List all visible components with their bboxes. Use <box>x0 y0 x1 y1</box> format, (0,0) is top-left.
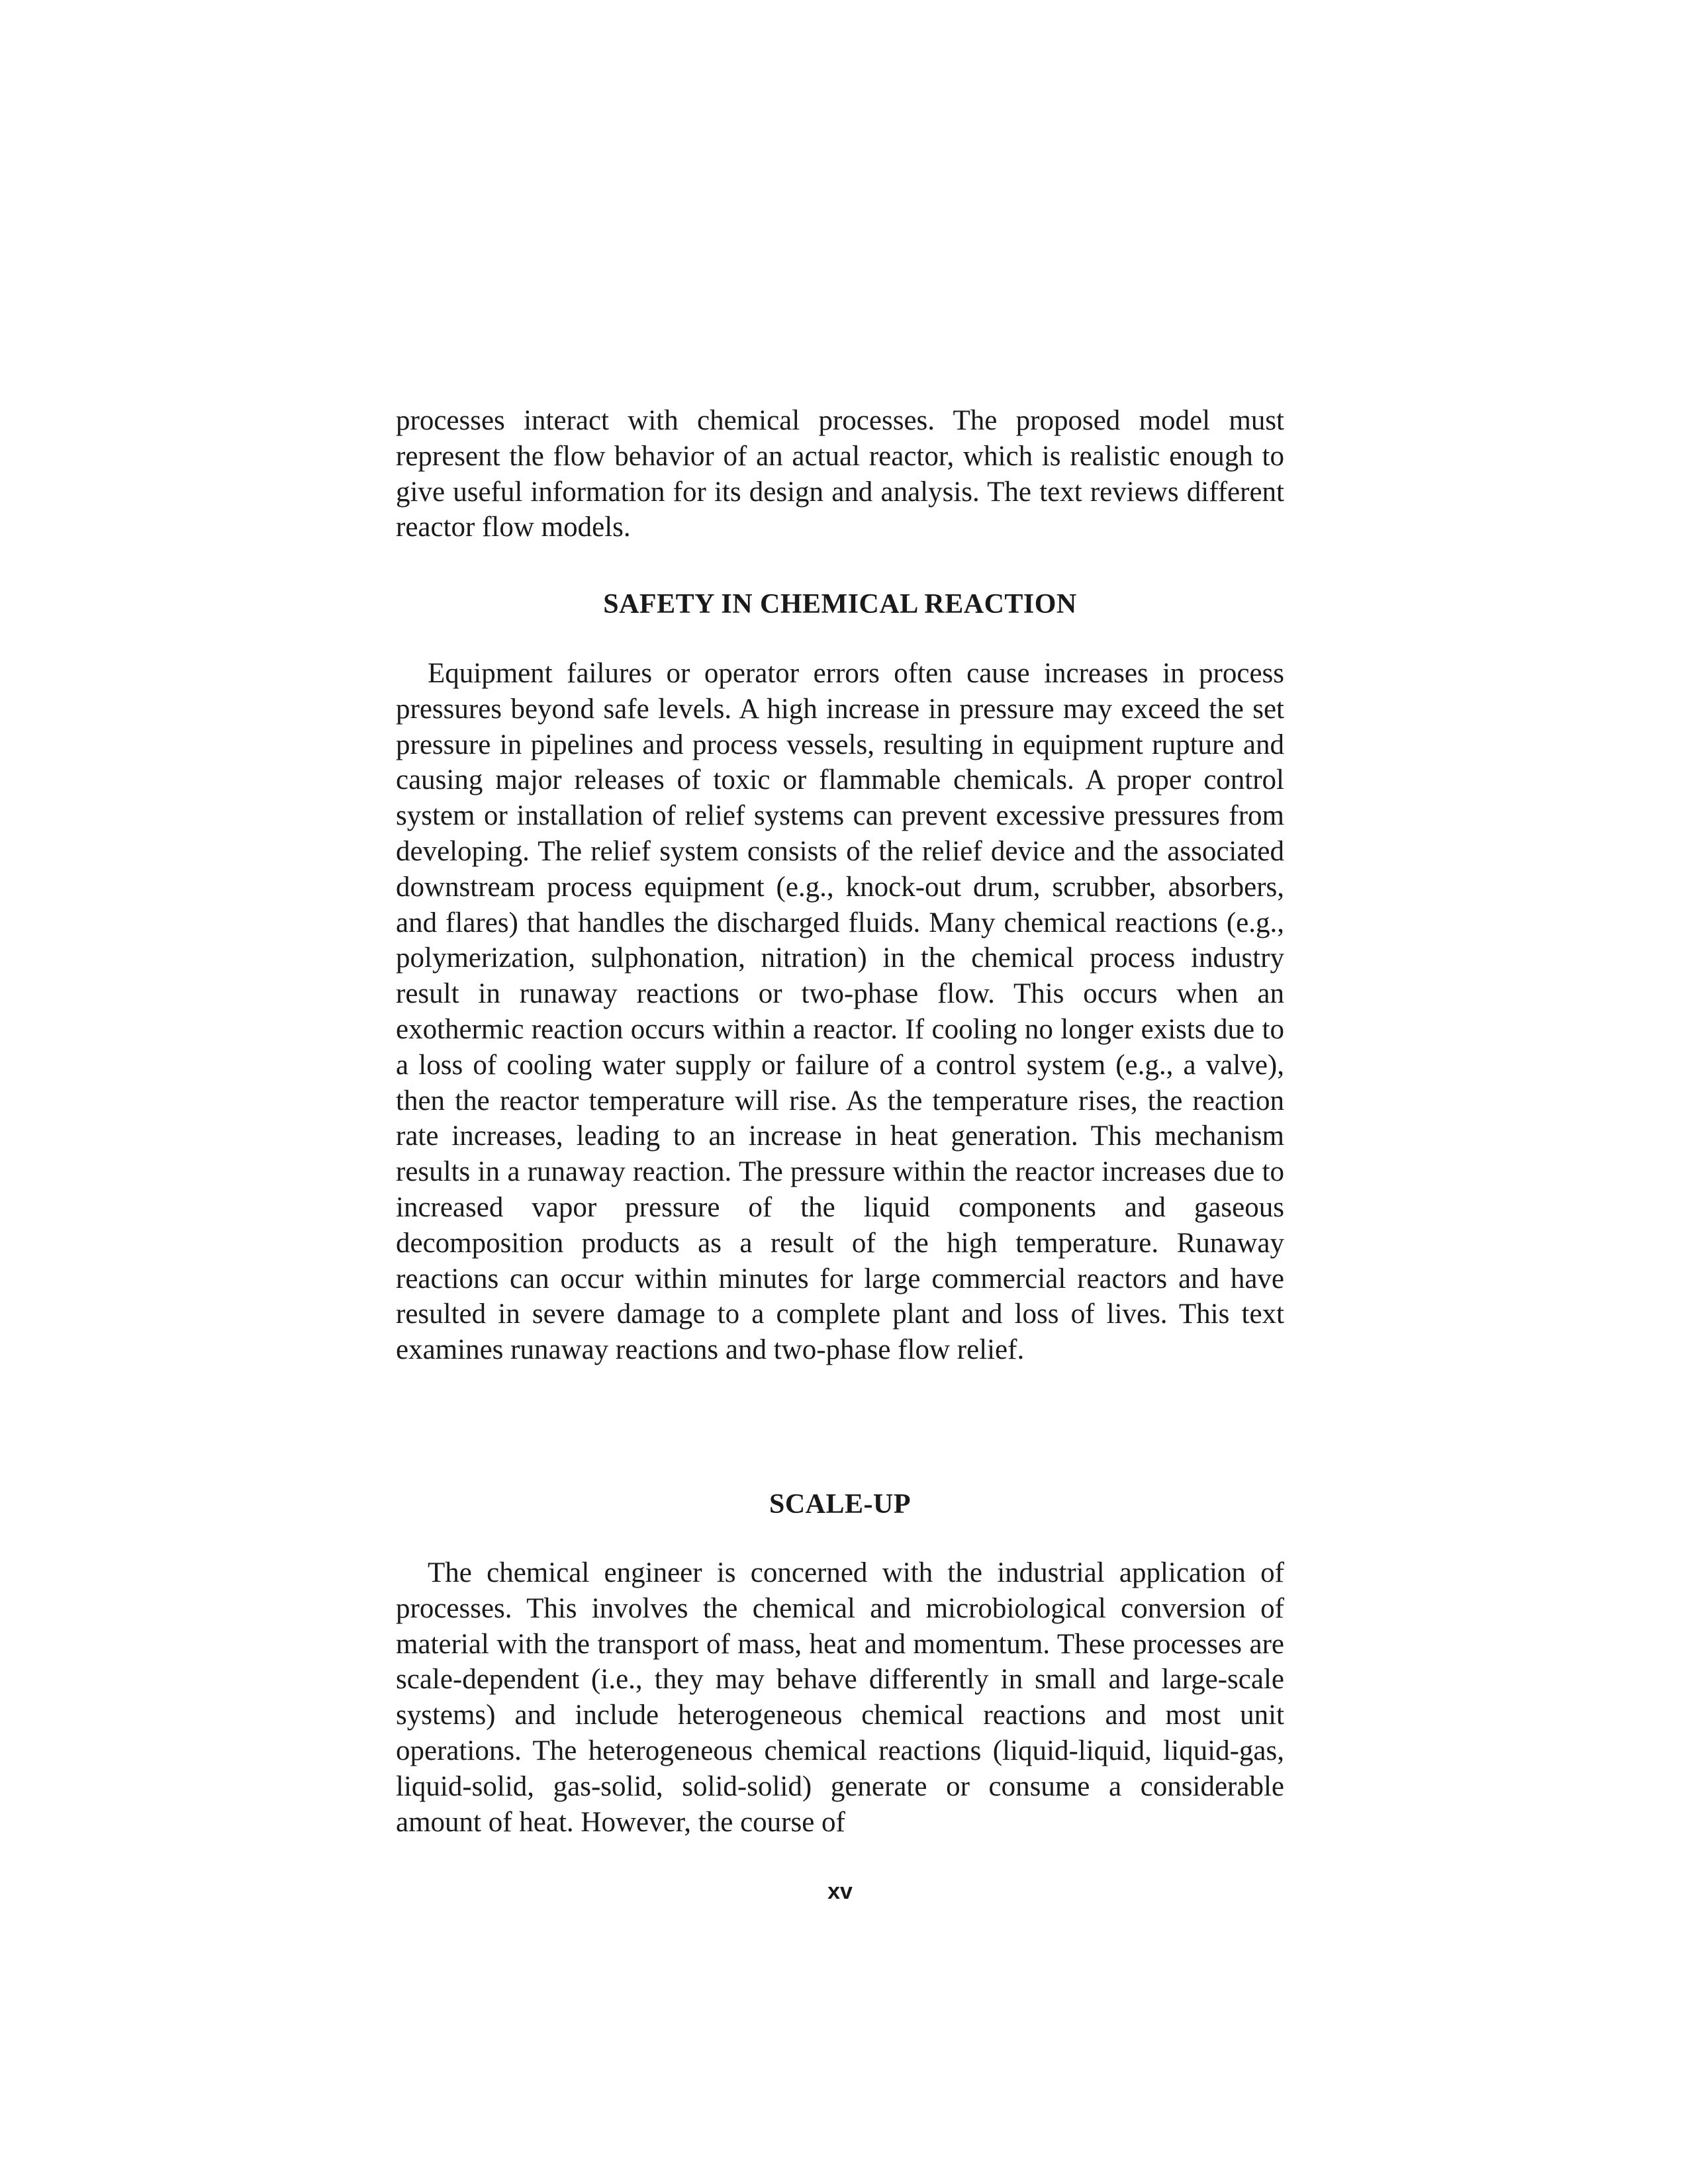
section-heading-scale-up: SCALE-UP <box>769 1489 912 1520</box>
scale-up-paragraph: The chemical engineer is concerned with the industrial application of processes. This involves the chemical and microbiological conversion of material with the transport of mass, heat and momentum. These processes are scale-dependent (i.e., they may behave differently in small and large-scale systems) and include heterogeneous chemical reactions and most unit operations. The heterogeneous chemical reactions (liquid-liquid, liquid-gas, liquid-solid, gas-solid, solid-solid) generate or consume a considerable amount of heat. However, the course of <box>396 1557 1284 1838</box>
scale-up-paragraph-block <box>396 1555 1284 1840</box>
intro-paragraph-block <box>396 403 1284 545</box>
intro-paragraph: processes interact with chemical processes. The proposed model must represent the flow behavior of an actual reactor, which is realistic enough to give useful information for its design and analysis. The text reviews different reactor flow models. <box>396 405 1284 543</box>
safety-paragraph: Equipment failures or operator errors often cause increases in process pressures beyond safe levels. A high increase in pressure may exceed the set pressure in pipelines and process vessels, resulting in equipment rupture and causing major releases of toxic or flammable chemicals. A proper control system or installation of relief systems can prevent excessive pressures from developing. The relief system consists of the relief device and the associated downstream process equipment (e.g., knock-out drum, scrubber, absorbers, and flares) that handles the discharged fluids. Many chemical reactions (e.g., polymerization, sulphonation, nitration) in the chemical process industry result in runaway reactions or two-phase flow. This occurs when an exothermic reaction occurs within a reactor. If cooling no longer exists due to a loss of cooling water supply or failure of a control system (e.g., a valve), then the reactor temperature will rise. As the temperature rises, the reaction rate increases, leading to an increase in heat generation. This mechanism results in a runaway reaction. The pressure within the reactor increases due to increased vapor pressure of the liquid components and gaseous decomposition products as a result of the high temperature. Runaway reactions can occur within minutes for large commercial reactors and have resulted in severe damage to a complete plant and loss of lives. This text examines runaway reactions and two-phase flow relief. <box>396 658 1284 1366</box>
page-number: xv <box>827 1879 853 1904</box>
section-heading-safety: SAFETY IN CHEMICAL REACTION <box>603 589 1077 619</box>
safety-paragraph-block <box>396 656 1284 1368</box>
